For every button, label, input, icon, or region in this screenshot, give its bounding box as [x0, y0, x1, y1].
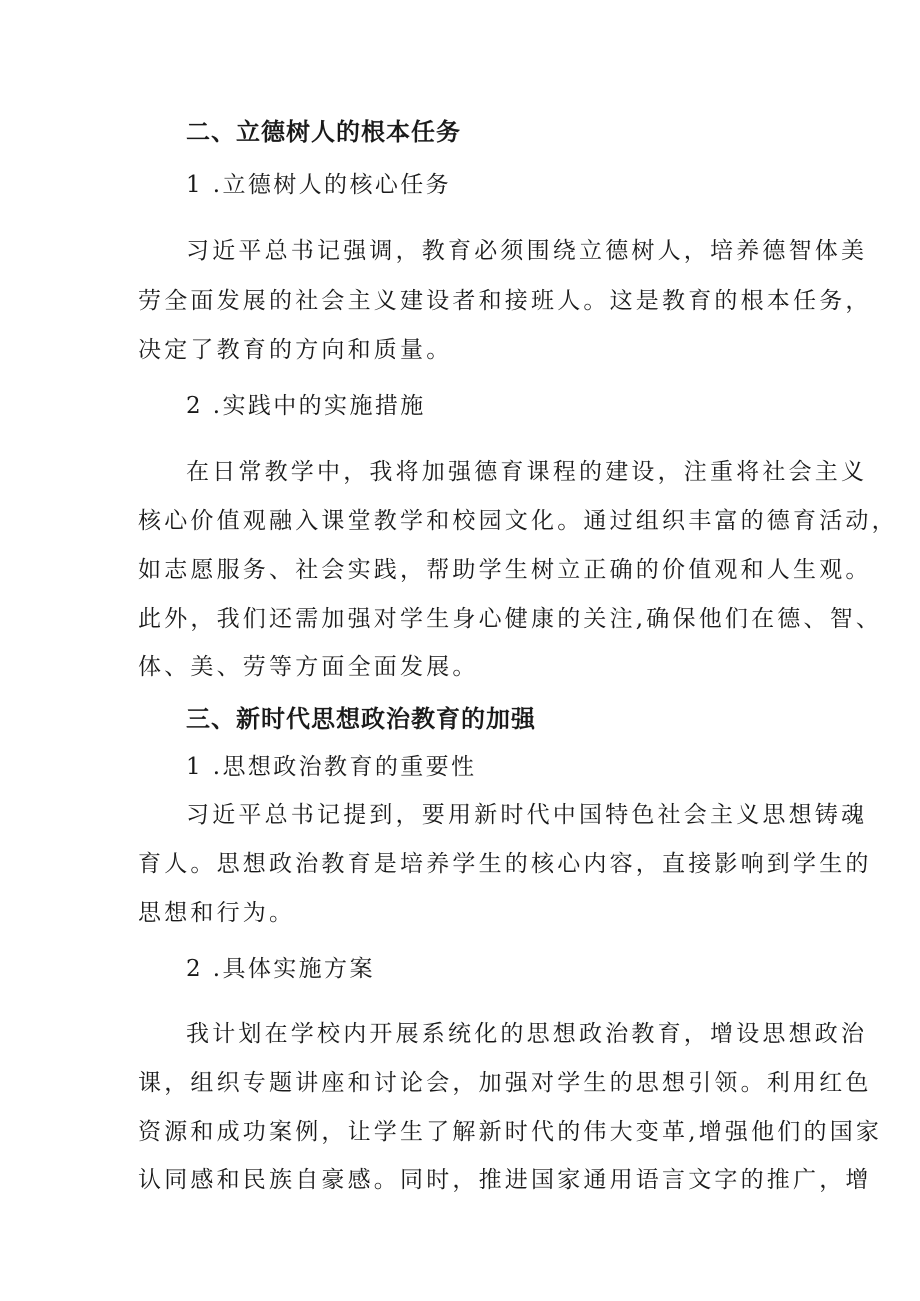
paragraph-line: 劳全面发展的社会主义建设者和接班人。这是教育的根本任务， — [138, 288, 872, 314]
section-heading: 三、新时代思想政治教育的加强 — [186, 705, 536, 733]
paragraph-line: 认同感和民族自豪感。同时，推进国家通用语言文字的推广，增 — [138, 1167, 872, 1193]
subsection-title: 2 .具体实施方案 — [186, 956, 375, 982]
paragraph-line: 在日常教学中，我将加强德育课程的建设，注重将社会主义 — [186, 459, 868, 485]
paragraph-line: 此外，我们还需加强对学生身心健康的关注,确保他们在德、智、 — [138, 606, 883, 632]
paragraph-line: 决定了教育的方向和质量。 — [138, 337, 453, 363]
paragraph-line: 我计划在学校内开展系统化的思想政治教育，增设思想政治 — [186, 1021, 868, 1047]
subsection-title: 1 .思想政治教育的重要性 — [186, 754, 477, 780]
paragraph-line: 育人。思想政治教育是培养学生的核心内容，直接影响到学生的 — [138, 851, 872, 877]
paragraph-line: 资源和成功案例，让学生了解新时代的伟大变革,增强他们的国家 — [138, 1119, 883, 1145]
section-heading: 二、立德树人的根本任务 — [186, 118, 461, 146]
paragraph-line: 思想和行为。 — [138, 900, 296, 926]
subsection-title: 2 .实践中的实施措施 — [186, 393, 426, 419]
paragraph-line: 课，组织专题讲座和讨论会，加强对学生的思想引领。利用红色 — [138, 1070, 872, 1096]
paragraph-line: 体、美、劳等方面全面发展。 — [138, 654, 479, 680]
paragraph-line: 如志愿服务、社会实践，帮助学生树立正确的价值观和人生观。 — [138, 557, 872, 583]
subsection-title: 1 .立德树人的核心任务 — [186, 172, 452, 198]
paragraph-line: 习近平总书记提到，要用新时代中国特色社会主义思想铸魂 — [186, 802, 868, 828]
paragraph-line: 习近平总书记强调，教育必须围绕立德树人，培养德智体美 — [186, 238, 868, 264]
paragraph-line: 核心价值观融入课堂教学和校园文化。通过组织丰富的德育活动， — [138, 508, 898, 534]
